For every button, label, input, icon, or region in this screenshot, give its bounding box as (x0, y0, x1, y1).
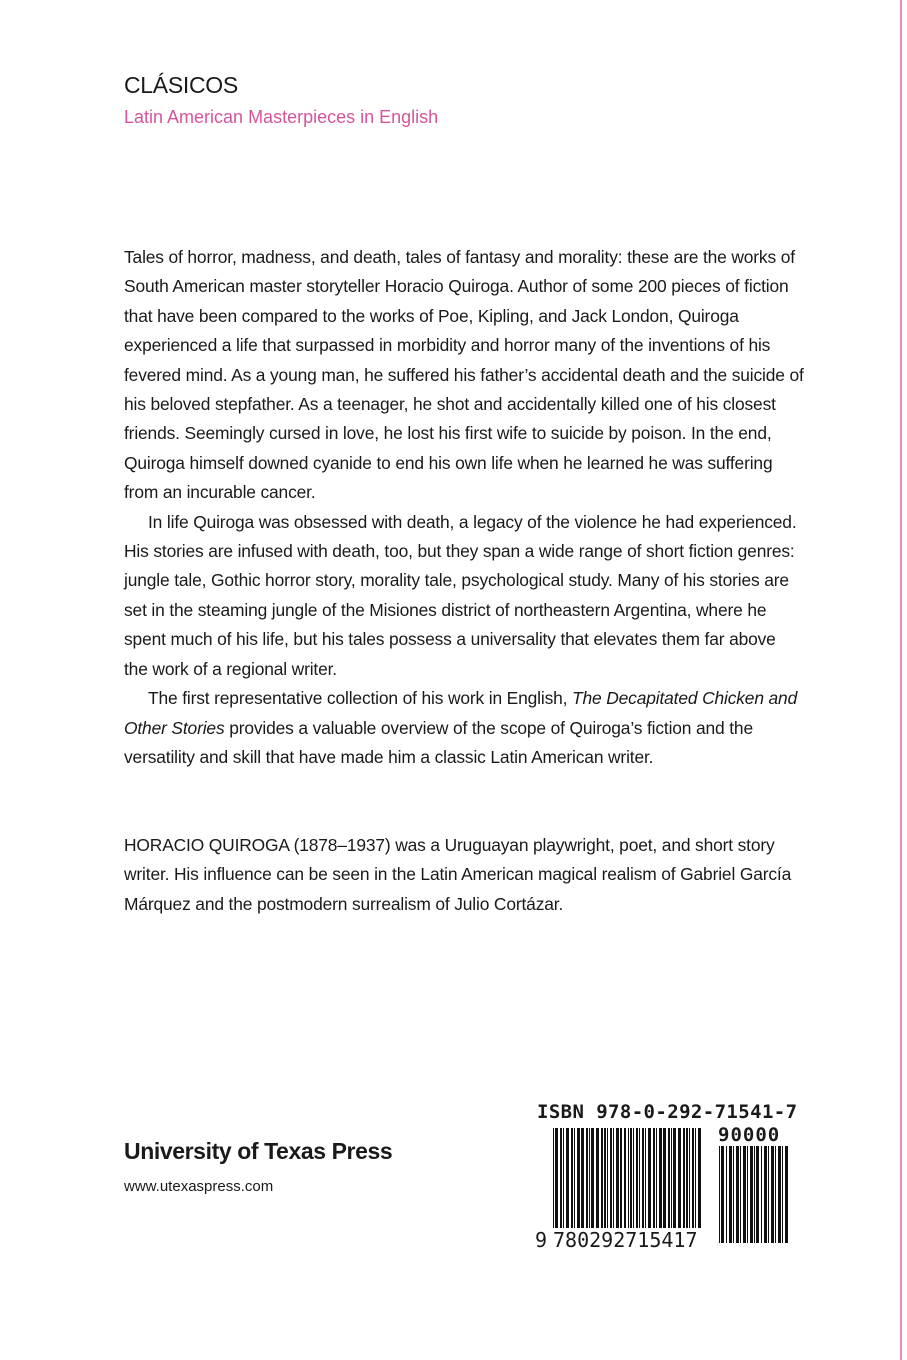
barcode-bar (733, 1146, 734, 1243)
barcode-bar (645, 1128, 646, 1228)
barcode-bar (555, 1128, 558, 1228)
barcode-bar (633, 1128, 634, 1228)
paragraph-3-intro: The first representative collection of his work in English, (148, 688, 573, 709)
barcode-bar (574, 1128, 575, 1228)
barcode-bar (591, 1128, 594, 1228)
barcode-bar (736, 1146, 739, 1243)
barcode-bar (601, 1128, 603, 1228)
barcode-bar (630, 1128, 632, 1228)
barcode-bar (686, 1128, 688, 1228)
barcode-bar (698, 1128, 701, 1228)
publisher-website: www.utexaspress.com (124, 1178, 274, 1195)
barcode-bar (596, 1128, 599, 1228)
barcode-bar (726, 1146, 727, 1243)
barcode-bar (771, 1146, 774, 1243)
barcode-bar (743, 1146, 746, 1243)
barcode-bar (678, 1128, 681, 1228)
barcode-bar (604, 1128, 606, 1228)
barcode-bar (756, 1146, 759, 1243)
barcode-bar (673, 1128, 676, 1228)
book-description (124, 243, 804, 772)
barcode-bar (577, 1128, 580, 1228)
barcode-bar (616, 1128, 619, 1228)
barcode-bar (628, 1128, 629, 1228)
barcode-bar (761, 1146, 762, 1243)
barcode-bar (648, 1128, 651, 1228)
author-bio: HORACIO QUIROGA (1878–1937) was a Uruguayan playwright, poet, and short story writer. His influence can be seen in the Latin American magical realism of Gabriel García Márquez and the postmodern surrealism of Julio Cortázar. (124, 835, 792, 914)
barcode-bar (754, 1146, 755, 1243)
series-subtitle: Latin American Masterpieces in English (124, 107, 439, 127)
publisher-name: University of Texas Press (124, 1138, 393, 1164)
book-title: The Decapitated Chicken and Other Stories (124, 688, 798, 738)
barcode-bar (782, 1146, 783, 1243)
barcode-bar (553, 1128, 554, 1228)
price-addon-barcode (717, 1146, 793, 1243)
barcode-bar (610, 1128, 612, 1228)
barcode-bar (729, 1146, 732, 1243)
barcode-bar (683, 1128, 685, 1228)
barcode-bar (620, 1128, 622, 1228)
barcode-bar (639, 1128, 640, 1228)
ean-digits: 780292715417 (553, 1228, 698, 1252)
barcode-bar (642, 1128, 644, 1228)
barcode-bar (721, 1146, 724, 1243)
barcode-bar (581, 1128, 584, 1228)
barcode-bar (768, 1146, 769, 1243)
barcode-bar (689, 1128, 690, 1228)
barcode-bar (740, 1146, 741, 1243)
barcode-bar (566, 1128, 569, 1228)
description-paragraph-3 (124, 684, 804, 772)
isbn-label: ISBN 978-0-292-71541-7 (537, 1101, 798, 1123)
barcode-bar (671, 1128, 672, 1228)
barcode-bar (778, 1146, 781, 1243)
barcode-bar (613, 1128, 614, 1228)
barcode-bar (719, 1146, 720, 1243)
barcode-bar (656, 1128, 657, 1228)
barcode-bar (586, 1128, 588, 1228)
series-title: CLÁSICOS (124, 72, 238, 98)
barcode-bar (747, 1146, 748, 1243)
barcode-bar (668, 1128, 670, 1228)
barcode-bar (750, 1146, 753, 1243)
description-paragraph-1: Tales of horror, madness, and death, tales of fantasy and morality: these are the works of South American master storyteller Horacio Quiroga. Author of some 200 pieces of fiction that have been compared to the works of Poe, Kipling, and Jack London, Quiroga experienced a life that surpassed in morbidity and horror many of the inventions of his fevered mind. As a young man, he suffered his father’s accidental death and the suicide of his beloved stepfather. As a teenager, he shot and accidentally killed one of his closest friends. Seemingly cursed in love, he lost his first wife to suicide by poison. In the end, Quiroga himself downed cyanide to end his own life when he learned he was suffering from an incurable cancer. (124, 247, 804, 503)
ean-first-digit: 9 (535, 1228, 548, 1252)
pink-edge-line (900, 0, 902, 1360)
barcode-bar (695, 1128, 696, 1228)
barcode-bar (775, 1146, 776, 1243)
barcode-bar (560, 1128, 562, 1228)
barcode-bar (636, 1128, 638, 1228)
barcode-bar (571, 1128, 573, 1228)
barcode-addon-digits: 90000 (718, 1124, 781, 1146)
barcode-bar (653, 1128, 655, 1228)
barcode-bar (563, 1128, 564, 1228)
barcode-bar (785, 1146, 788, 1243)
barcode-bar (663, 1128, 666, 1228)
barcode-bar (589, 1128, 590, 1228)
barcode-bar (764, 1146, 767, 1243)
barcode-bar (659, 1128, 662, 1228)
paragraph-3-end: provides a valuable overview of the scope of Quiroga’s fiction and the versatility and skill that have made him a classic Latin American writer. (124, 717, 753, 767)
barcode-bar (624, 1128, 626, 1228)
description-paragraph-2: In life Quiroga was obsessed with death, a legacy of the violence he had experienced. His stories are infused with death, too, but they span a wide range of short fiction genres: jungle tale, Gothic horror story, morality tale, psychological study. Many of his stories are set in the steaming jungle of the Misiones district of northeastern Argentina, where he spent much of his life, but his tales possess a universality that elevates them far above the work of a regional writer. (124, 511, 797, 679)
barcode-bar (692, 1128, 694, 1228)
barcode-bar (607, 1128, 608, 1228)
isbn-barcode (537, 1128, 701, 1243)
